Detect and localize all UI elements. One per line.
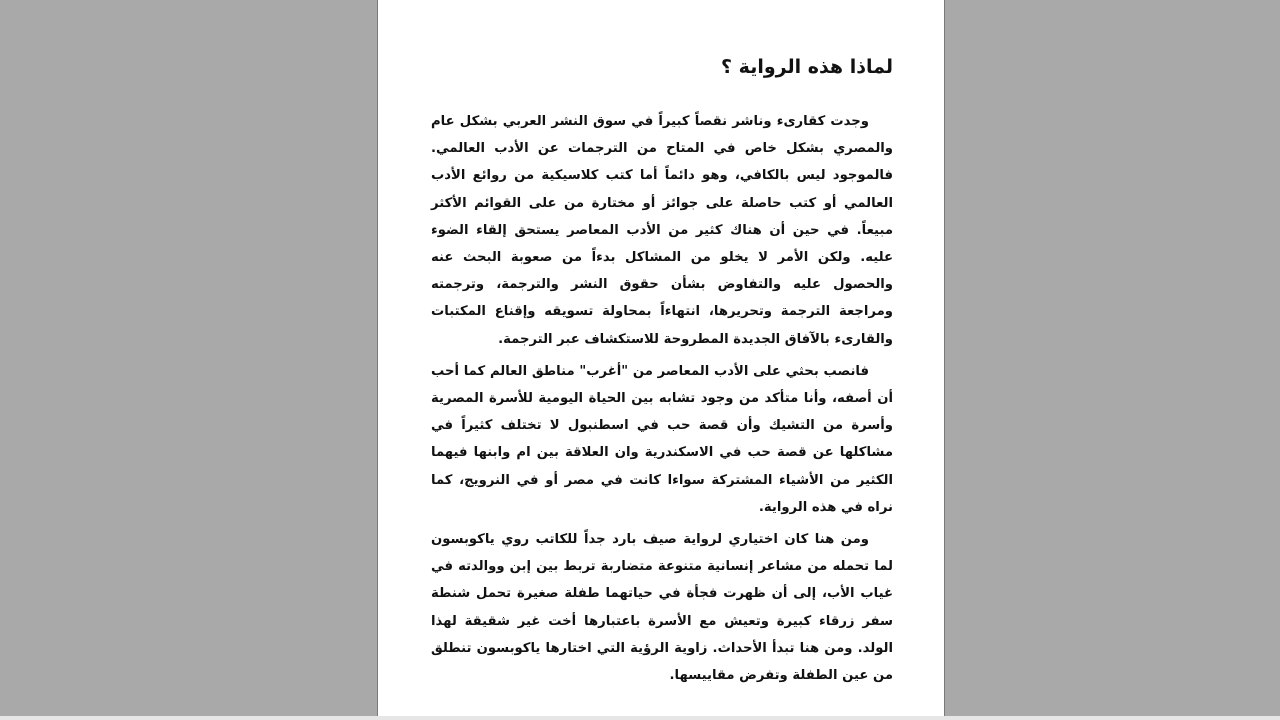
paragraph-3-text-a: ومن هنا كان اختياري لرواية	[676, 532, 869, 548]
paragraph-1: وجدت كقارىء وناشر نقصاً كبيراً في سوق النشر العربي بشكل عام والمصري بشكل خاص في المتاح من الترجمات عن الأدب العالمي. فالموجود ليس بالكافي، وهو دائماً أما كتب كلاسيكية من روائع الأدب العالمي أو كتب حاصلة على جوائز أو مختارة من على القوائم الأكثر مبيعاً. في حين أن هناك كثير من الأدب المعاصر يستحق إلقاء الضوء عليه. ولكن الأمر لا يخلو من المشاكل بدءاً من صعوبة البحث عنه والحصول عليه والتفاوض بشأن حقوق النشر والترجمة، وترجمته ومراجعة الترجمة وتحريرها، انتهاءاً بمحاولة تسويقه وإقناع المكتبات والقارىء بالآفاق الجديدة المطروحة للاستكشاف عبر الترجمة.	[431, 114, 893, 347]
paragraph-2-text-a: فانصب بحثي على	[748, 363, 869, 379]
novel-title: صيف بارد جداً	[583, 532, 677, 548]
paragraph-3-text-c: للكاتب	[529, 532, 584, 548]
document-page	[377, 0, 945, 716]
paragraph-2	[431, 358, 893, 521]
paragraph-3-text-e: لما تحمله من مشاعر إنسانية متنوعة متضاربة تربط بين إبن ووالدته في غياب الأب، إلى أن ظهرت فجأة في حياتهما طفلة صغيرة تحمل شنطة سفر زرقاء كبيرة وتعيش مع الأسرة باعتبارها أخت غير شقيقة لهذا الولد. ومن هنا تبدأ الأحداث. زاوية الرؤية التي اختارها	[431, 559, 893, 656]
author-name: روي ياكوبسون	[431, 532, 530, 548]
author-surname: ياكوبسون	[476, 640, 541, 656]
paragraph-3	[431, 526, 893, 689]
paragraph-2-text-c: كما أحب أن أصفه، وأنا متأكد من وجود تشابه بين الحياة اليومية للأسرة المصرية وأسرة من التشيك وأن قصة حب في اسطنبول لا تختلف كثيراً في مشاكلها عن قصة حب في الاسكندرية وان العلاقة بين ام وابنها فيهما الكثير من الأشياء المشتركة سواءا كانت في مصر أو في النرويج، كما نراه في هذه الرواية.	[431, 363, 893, 515]
paragraph-3-text-g: تنطلق من عين الطفلة وتفرض مقاييسها.	[431, 640, 893, 684]
viewer-bottom-strip	[0, 716, 1280, 720]
page-title: لماذا هذه الرواية ؟	[721, 56, 893, 78]
paragraph-2-emphasis: الأدب المعاصر من "أغرب" مناطق العالم	[489, 363, 749, 379]
page-content	[431, 52, 893, 694]
